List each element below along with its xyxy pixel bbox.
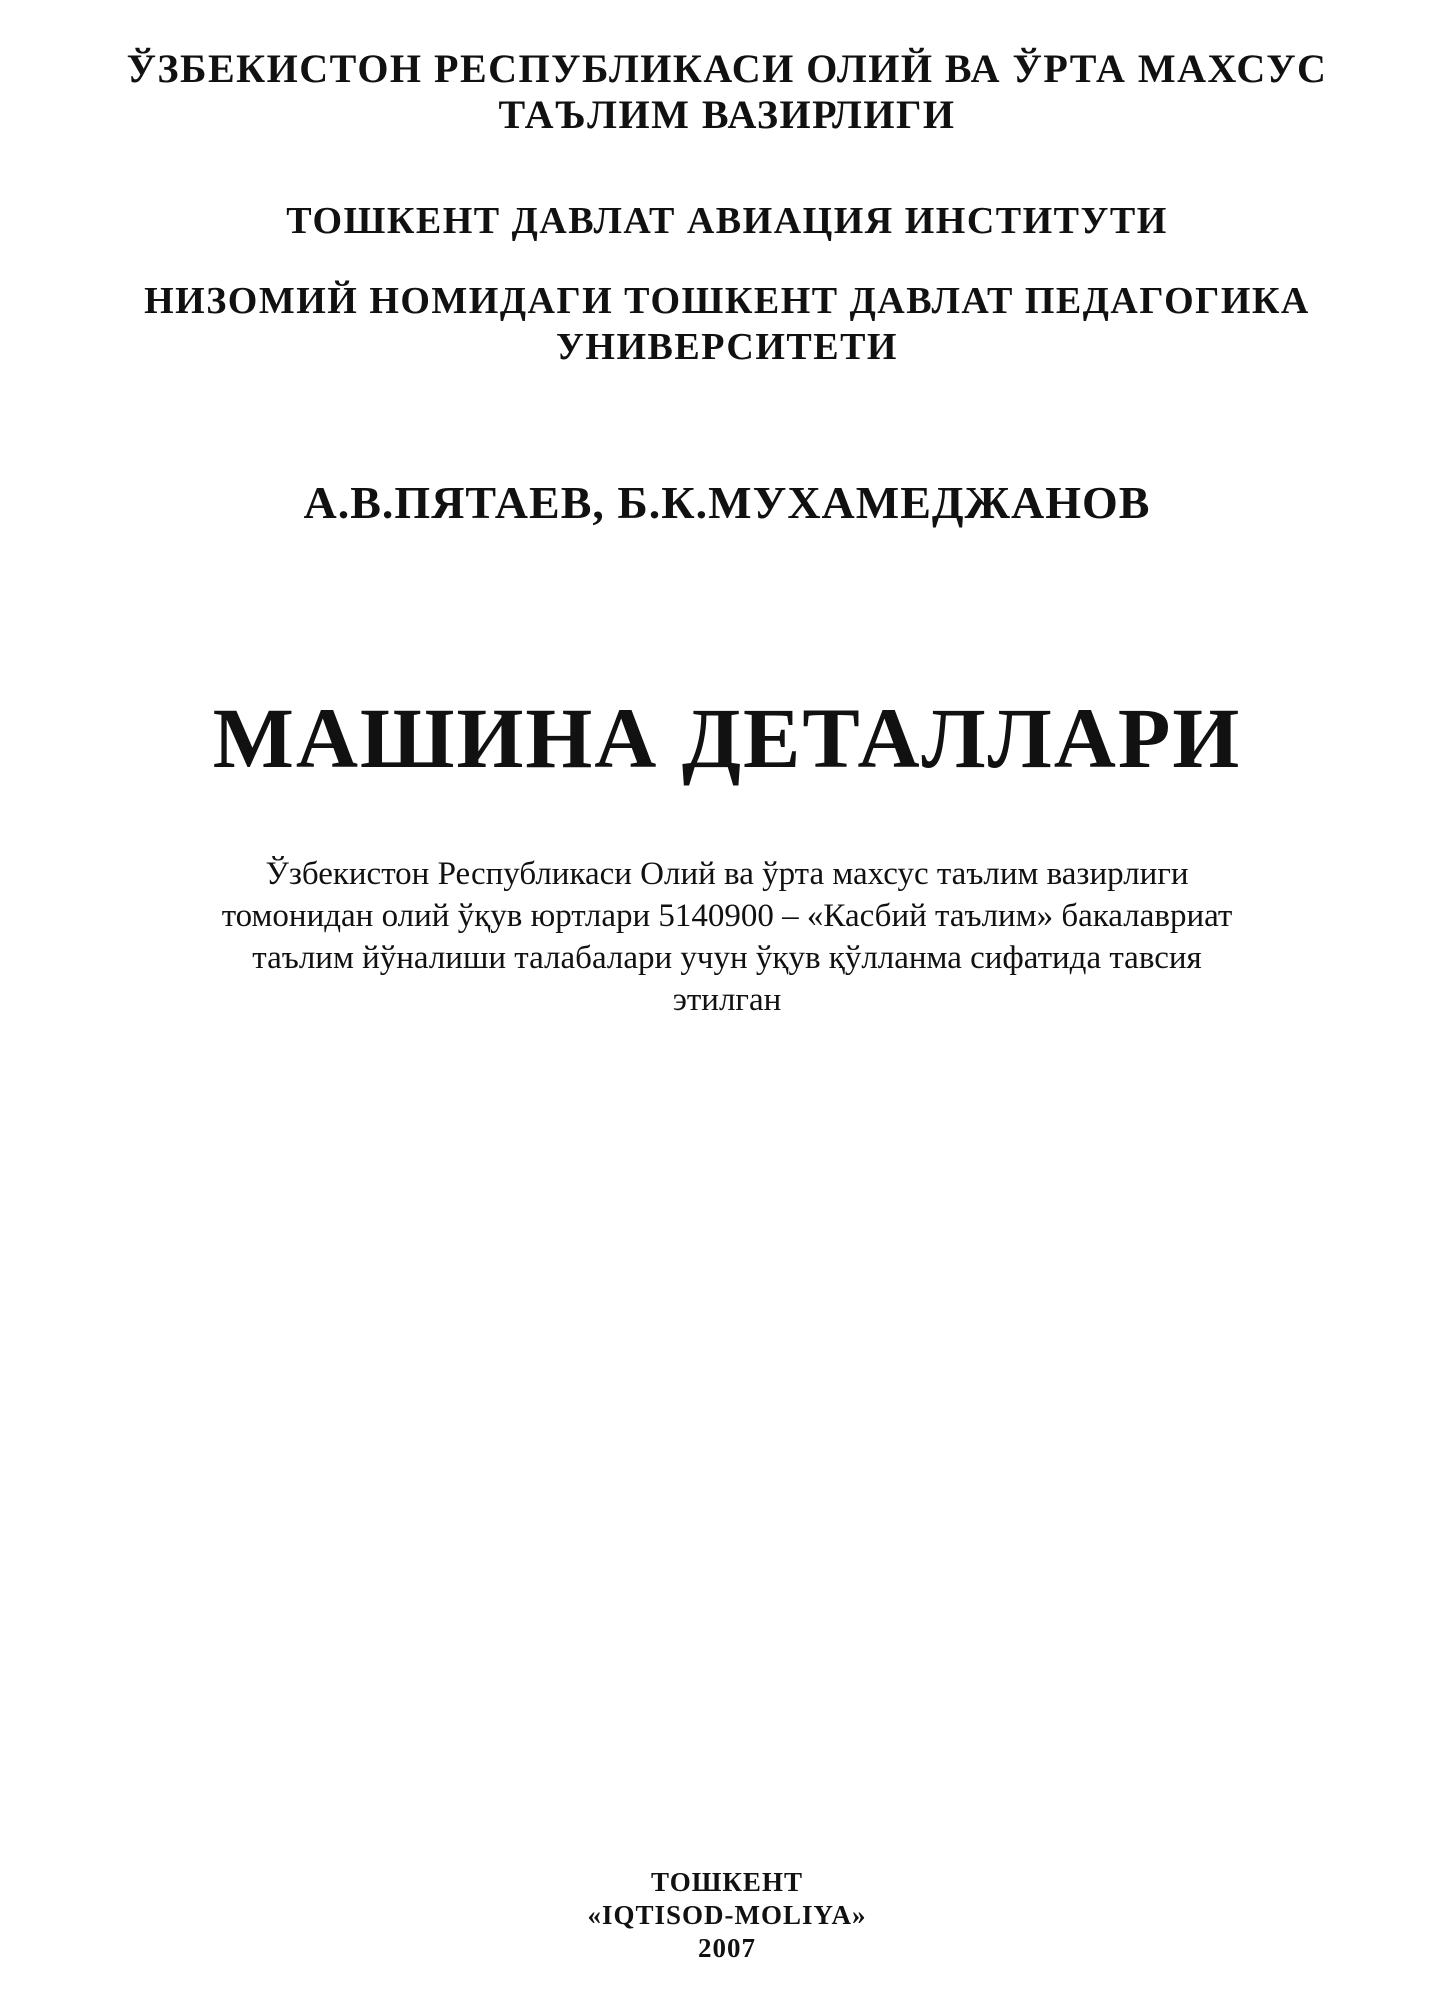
university-line-1: НИЗОМИЙ НОМИДАГИ ТОШКЕНТ ДАВЛАТ ПЕДАГОГИКА [144, 280, 1310, 322]
book-title-text: МАШИНА ДЕТАЛЛАРИ [212, 690, 1242, 786]
book-title [0, 688, 1454, 788]
imprint-city: ТОШКЕНТ [651, 1867, 803, 1897]
recommendation-line-2: томонидан олий ўқув юртлари 5140900 – «Касбий таълим» бакалавриат [221, 898, 1233, 934]
recommendation-line-1: Ўзбекистон Республикаси Олий ва ўрта махсус таълим вазирлиги [265, 856, 1189, 892]
institute-line: ТОШКЕНТ ДАВЛАТ АВИАЦИЯ ИНСТИТУТИ [286, 200, 1168, 242]
recommendation-line-4: этилган [672, 982, 782, 1018]
authors-line: А.В.ПЯТАЕВ, Б.К.МУХАМЕДЖАНОВ [303, 477, 1151, 528]
university-name [0, 278, 1454, 370]
ministry-line-1: ЎЗБЕКИСТОН РЕСПУБЛИКАСИ ОЛИЙ ВА ЎРТА МАХСУС [126, 46, 1328, 91]
ministry-header [0, 46, 1454, 138]
recommendation-text [0, 853, 1454, 1021]
ministry-line-2: ТАЪЛИМ ВАЗИРЛИГИ [498, 92, 956, 137]
imprint-publisher: «IQTISOD-MOLIYA» [587, 1900, 867, 1930]
imprint-year: 2007 [698, 1933, 756, 1963]
recommendation-line-3: таълим йўналиши талабалари учун ўқув қўлланма сифатида тавсия [252, 940, 1202, 976]
institute-name [0, 198, 1454, 244]
authors [0, 476, 1454, 530]
imprint [0, 1866, 1454, 1965]
university-line-2: УНИВЕРСИТЕТИ [556, 326, 898, 368]
